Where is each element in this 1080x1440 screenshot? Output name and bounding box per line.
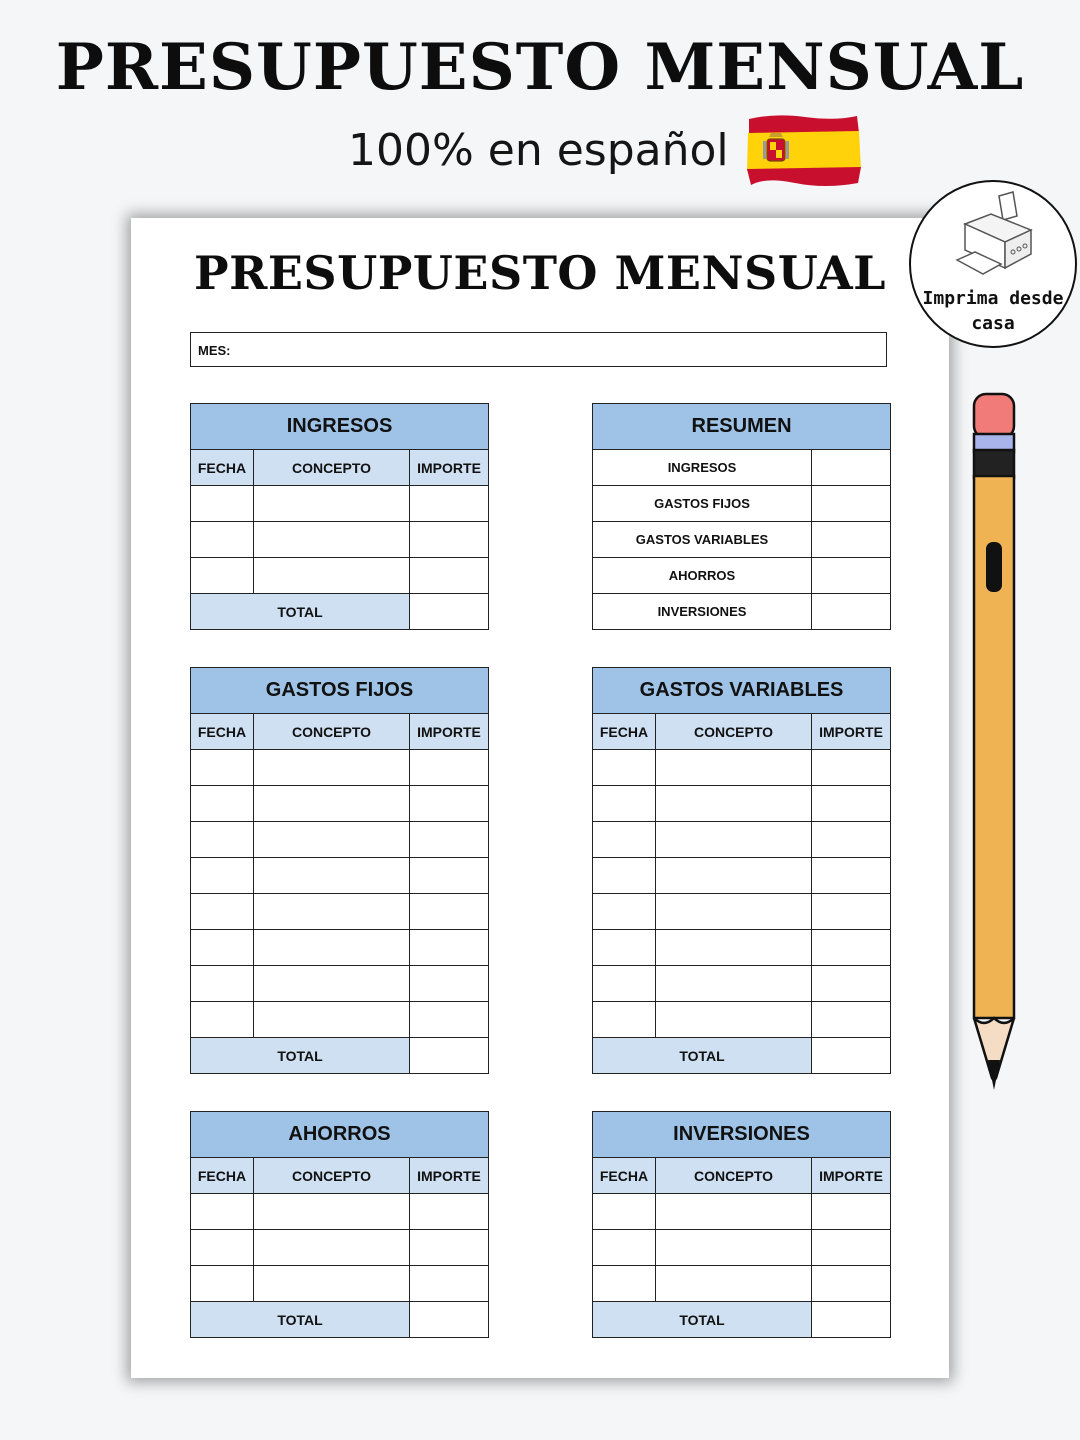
table-row bbox=[593, 930, 891, 966]
table-row bbox=[593, 858, 891, 894]
table-row bbox=[593, 750, 891, 786]
concepto-cell[interactable] bbox=[656, 750, 812, 786]
column-header-fecha: FECHA bbox=[191, 450, 254, 486]
resumen-table bbox=[592, 403, 891, 630]
fecha-cell[interactable] bbox=[593, 822, 656, 858]
concepto-cell[interactable] bbox=[656, 894, 812, 930]
total-label: TOTAL bbox=[191, 1038, 410, 1074]
summary-value-cell[interactable] bbox=[812, 522, 891, 558]
column-header-concepto: CONCEPTO bbox=[254, 450, 410, 486]
table-row bbox=[593, 894, 891, 930]
table-row bbox=[191, 822, 489, 858]
concepto-cell[interactable] bbox=[254, 1002, 410, 1038]
resumen-title: RESUMEN bbox=[593, 404, 891, 450]
table-row bbox=[191, 558, 489, 594]
page-title: PRESUPUESTO MENSUAL bbox=[55, 30, 1025, 105]
print-at-home-badge bbox=[909, 180, 1077, 348]
column-header-concepto: CONCEPTO bbox=[656, 714, 812, 750]
fecha-cell[interactable] bbox=[593, 1002, 656, 1038]
concepto-cell[interactable] bbox=[656, 930, 812, 966]
importe-cell[interactable] bbox=[410, 486, 489, 522]
concepto-cell[interactable] bbox=[656, 1002, 812, 1038]
table-row bbox=[191, 1230, 489, 1266]
column-header-fecha: FECHA bbox=[191, 714, 254, 750]
concepto-cell[interactable] bbox=[656, 1194, 812, 1230]
spain-flag-icon bbox=[745, 111, 861, 189]
concepto-cell[interactable] bbox=[656, 858, 812, 894]
summary-value-cell[interactable] bbox=[812, 450, 891, 486]
table-row bbox=[191, 1266, 489, 1302]
fecha-cell[interactable] bbox=[593, 786, 656, 822]
fecha-cell[interactable] bbox=[191, 558, 254, 594]
inversiones-title: INVERSIONES bbox=[593, 1112, 891, 1158]
ingresos-table bbox=[190, 403, 489, 630]
fecha-cell[interactable] bbox=[191, 1002, 254, 1038]
table-row bbox=[593, 1266, 891, 1302]
importe-cell[interactable] bbox=[410, 894, 489, 930]
concepto-cell[interactable] bbox=[254, 822, 410, 858]
total-label: TOTAL bbox=[191, 1302, 410, 1338]
importe-cell[interactable] bbox=[410, 750, 489, 786]
column-header-fecha: FECHA bbox=[593, 1158, 656, 1194]
total-label: TOTAL bbox=[593, 1302, 812, 1338]
total-label: TOTAL bbox=[191, 594, 410, 630]
fecha-cell[interactable] bbox=[191, 1194, 254, 1230]
badge-text-line2: casa bbox=[971, 313, 1015, 334]
importe-cell[interactable] bbox=[410, 558, 489, 594]
fecha-cell[interactable] bbox=[191, 1266, 254, 1302]
ahorros-table bbox=[190, 1111, 489, 1338]
printer-icon bbox=[955, 190, 1035, 286]
concepto-cell[interactable] bbox=[656, 786, 812, 822]
subtitle-row bbox=[348, 110, 861, 190]
column-header-concepto: CONCEPTO bbox=[656, 1158, 812, 1194]
fecha-cell[interactable] bbox=[191, 966, 254, 1002]
column-header-importe: IMPORTE bbox=[410, 450, 489, 486]
importe-cell[interactable] bbox=[410, 522, 489, 558]
concepto-cell[interactable] bbox=[254, 558, 410, 594]
importe-cell[interactable] bbox=[410, 966, 489, 1002]
importe-cell[interactable] bbox=[812, 966, 891, 1002]
importe-cell[interactable] bbox=[410, 1230, 489, 1266]
importe-cell[interactable] bbox=[812, 1194, 891, 1230]
concepto-cell[interactable] bbox=[656, 822, 812, 858]
concepto-cell[interactable] bbox=[254, 966, 410, 1002]
gastos-variables-title: GASTOS VARIABLES bbox=[593, 668, 891, 714]
concepto-cell[interactable] bbox=[254, 858, 410, 894]
summary-row bbox=[593, 522, 891, 558]
table-row bbox=[191, 786, 489, 822]
concepto-cell[interactable] bbox=[254, 1230, 410, 1266]
fecha-cell[interactable] bbox=[593, 894, 656, 930]
summary-value-cell[interactable] bbox=[812, 594, 891, 630]
importe-cell[interactable] bbox=[410, 1266, 489, 1302]
badge-text-line1: Imprima desde bbox=[922, 288, 1064, 309]
fecha-cell[interactable] bbox=[191, 894, 254, 930]
ingresos-title: INGRESOS bbox=[191, 404, 489, 450]
ahorros-title: AHORROS bbox=[191, 1112, 489, 1158]
importe-cell[interactable] bbox=[812, 1002, 891, 1038]
table-row bbox=[191, 966, 489, 1002]
importe-cell[interactable] bbox=[812, 930, 891, 966]
table-row bbox=[191, 486, 489, 522]
table-row bbox=[191, 894, 489, 930]
summary-label: AHORROS bbox=[593, 558, 812, 594]
table-row bbox=[593, 786, 891, 822]
concepto-cell[interactable] bbox=[656, 966, 812, 1002]
fecha-cell[interactable] bbox=[593, 1266, 656, 1302]
table-row bbox=[191, 1002, 489, 1038]
subtitle: 100% en español bbox=[348, 124, 729, 176]
summary-row bbox=[593, 558, 891, 594]
column-header-importe: IMPORTE bbox=[410, 714, 489, 750]
table-row bbox=[191, 930, 489, 966]
gastos-variables-table bbox=[592, 667, 891, 1074]
summary-row bbox=[593, 594, 891, 630]
fecha-cell[interactable] bbox=[593, 858, 656, 894]
column-header-concepto: CONCEPTO bbox=[254, 1158, 410, 1194]
importe-cell[interactable] bbox=[812, 750, 891, 786]
importe-cell[interactable] bbox=[812, 894, 891, 930]
table-row bbox=[593, 966, 891, 1002]
column-header-importe: IMPORTE bbox=[410, 1158, 489, 1194]
fecha-cell[interactable] bbox=[593, 1230, 656, 1266]
summary-label: GASTOS VARIABLES bbox=[593, 522, 812, 558]
importe-cell[interactable] bbox=[812, 786, 891, 822]
fecha-cell[interactable] bbox=[191, 822, 254, 858]
summary-label: GASTOS FIJOS bbox=[593, 486, 812, 522]
concepto-cell[interactable] bbox=[254, 1266, 410, 1302]
summary-value-cell[interactable] bbox=[812, 486, 891, 522]
month-field[interactable] bbox=[190, 332, 887, 367]
total-value-cell[interactable] bbox=[812, 1038, 891, 1074]
sheet-title: PRESUPUESTO MENSUAL bbox=[194, 246, 886, 300]
importe-cell[interactable] bbox=[410, 930, 489, 966]
importe-cell[interactable] bbox=[812, 1266, 891, 1302]
concepto-cell[interactable] bbox=[254, 750, 410, 786]
gastos-fijos-title: GASTOS FIJOS bbox=[191, 668, 489, 714]
importe-cell[interactable] bbox=[410, 858, 489, 894]
column-header-concepto: CONCEPTO bbox=[254, 714, 410, 750]
fecha-cell[interactable] bbox=[593, 750, 656, 786]
fecha-cell[interactable] bbox=[191, 522, 254, 558]
table-row bbox=[191, 750, 489, 786]
fecha-cell[interactable] bbox=[191, 1230, 254, 1266]
column-header-fecha: FECHA bbox=[593, 714, 656, 750]
fecha-cell[interactable] bbox=[191, 858, 254, 894]
table-row bbox=[191, 1194, 489, 1230]
total-value-cell[interactable] bbox=[410, 1038, 489, 1074]
importe-cell[interactable] bbox=[812, 1230, 891, 1266]
concepto-cell[interactable] bbox=[254, 1194, 410, 1230]
fecha-cell[interactable] bbox=[593, 930, 656, 966]
summary-label: INGRESOS bbox=[593, 450, 812, 486]
concepto-cell[interactable] bbox=[254, 894, 410, 930]
summary-row bbox=[593, 486, 891, 522]
fecha-cell[interactable] bbox=[191, 750, 254, 786]
concepto-cell[interactable] bbox=[656, 1266, 812, 1302]
summary-label: INVERSIONES bbox=[593, 594, 812, 630]
importe-cell[interactable] bbox=[812, 858, 891, 894]
month-label: MES: bbox=[198, 343, 231, 358]
total-value-cell[interactable] bbox=[410, 1302, 489, 1338]
fecha-cell[interactable] bbox=[191, 786, 254, 822]
pencil-icon bbox=[966, 388, 1022, 1098]
fecha-cell[interactable] bbox=[191, 486, 254, 522]
concepto-cell[interactable] bbox=[254, 522, 410, 558]
importe-cell[interactable] bbox=[410, 822, 489, 858]
concepto-cell[interactable] bbox=[254, 786, 410, 822]
importe-cell[interactable] bbox=[410, 1194, 489, 1230]
summary-value-cell[interactable] bbox=[812, 558, 891, 594]
importe-cell[interactable] bbox=[410, 1002, 489, 1038]
table-row bbox=[593, 1194, 891, 1230]
fecha-cell[interactable] bbox=[191, 930, 254, 966]
importe-cell[interactable] bbox=[410, 786, 489, 822]
table-row bbox=[593, 1002, 891, 1038]
concepto-cell[interactable] bbox=[656, 1230, 812, 1266]
total-label: TOTAL bbox=[593, 1038, 812, 1074]
inversiones-table bbox=[592, 1111, 891, 1338]
summary-row bbox=[593, 450, 891, 486]
table-row bbox=[593, 822, 891, 858]
table-row bbox=[191, 522, 489, 558]
column-header-importe: IMPORTE bbox=[812, 1158, 891, 1194]
importe-cell[interactable] bbox=[812, 822, 891, 858]
table-row bbox=[191, 858, 489, 894]
column-header-fecha: FECHA bbox=[191, 1158, 254, 1194]
gastos-fijos-table bbox=[190, 667, 489, 1074]
table-row bbox=[593, 1230, 891, 1266]
column-header-importe: IMPORTE bbox=[812, 714, 891, 750]
total-value-cell[interactable] bbox=[812, 1302, 891, 1338]
total-value-cell[interactable] bbox=[410, 594, 489, 630]
fecha-cell[interactable] bbox=[593, 966, 656, 1002]
fecha-cell[interactable] bbox=[593, 1194, 656, 1230]
concepto-cell[interactable] bbox=[254, 486, 410, 522]
concepto-cell[interactable] bbox=[254, 930, 410, 966]
